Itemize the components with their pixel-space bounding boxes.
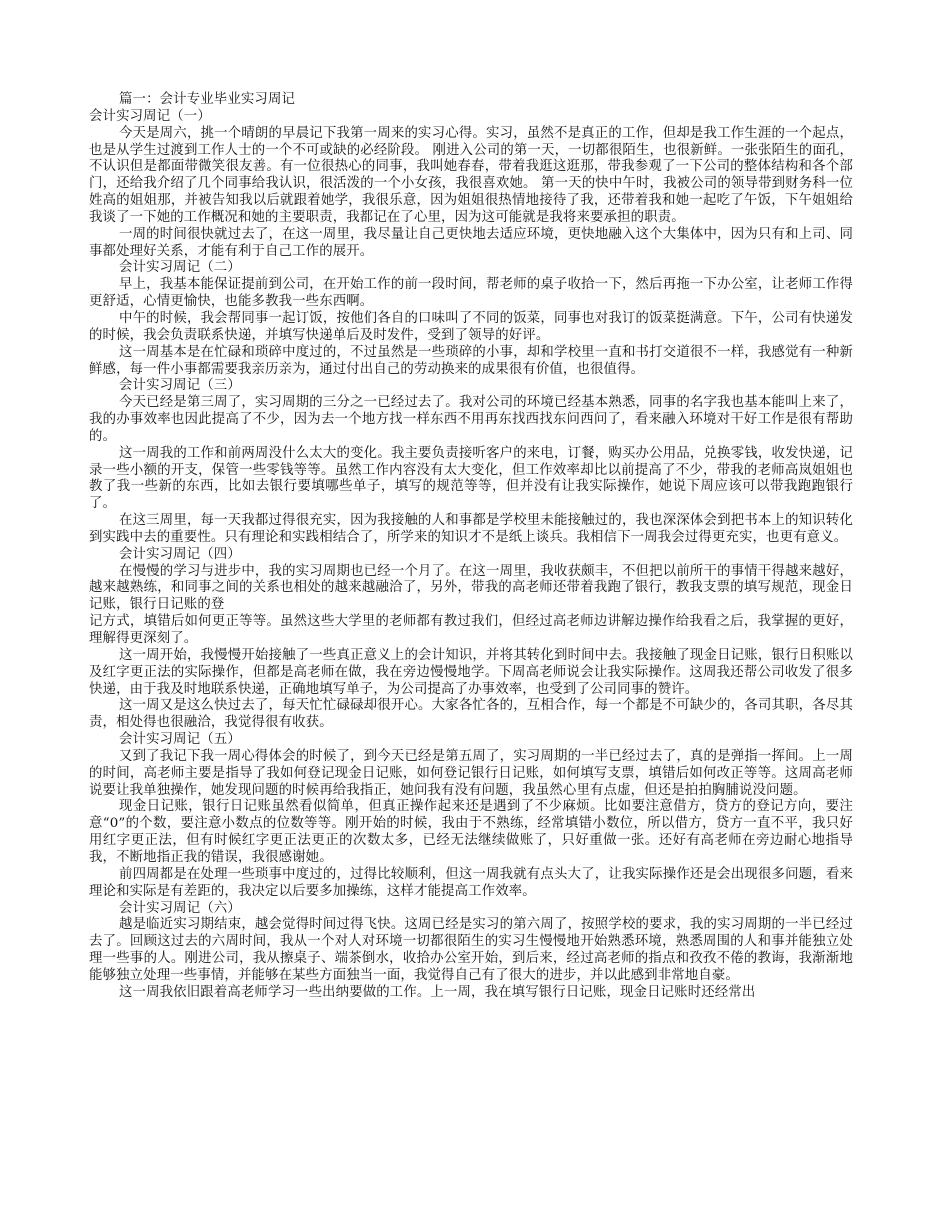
paragraph: 这一周基本是在忙碌和琐碎中度过的，不过虽然是一些琐碎的小事，却和学校里一直和书打交道很不一样，我感觉有一种新鲜感，每一件小事都需要我亲历亲为，通过付出自己的劳动换来的成果很有价值，也很值得。 (89, 344, 853, 377)
paragraph: 现金日记账，银行日记账虽然看似简单，但真正操作起来还是遇到了不少麻烦。比如要注意借方，贷方的登记方向，要注意“0”的个数，要注意小数点的位数等等。刚开始的时候，我由于不熟练，经常填错小数位，所以借方，贷方一直不平，我只好用红字更正法，但有时候红字更正法更正的次数太多，已经无法继续做账了，只好重做一张。还好有高老师在旁边耐心地指导我，不断地指正我的错误，我很感谢她。 (89, 799, 853, 865)
paragraph: 又到了我记下我一周心得体会的时候了，到今天已经是第五周了，实习周期的一半已经过去了，真的是弹指一挥间。上一周的时间，高老师主要是指导了我如何登记现金日记账，如何登记银行日记账，如何填写支票，填错后如何改正等等。这周高老师说要让我单独操作，她发现问题的时候再给我指正，她问我有没有问题，我虽然心里有点虚，但还是拍拍胸脯说没问题。 (89, 748, 853, 798)
paragraph: 一周的时间很快就过去了，在这一周里，我尽量让自己更快地去适应环境，更快地融入这个大集体中，因为只有和上司、同事都处理好关系，才能有利于自己工作的展开。 (89, 226, 853, 259)
section-heading: 会计实习周记（二） (119, 260, 241, 276)
paragraph: 今天已经是第三周了，实习周期的三分之一已经过去了。我对公司的环境已经基本熟悉，同事的名字我也基本能叫上来了，我的办事效率也因此提高了不少，因为去一个地方找一样东西不用再东找西找东问西问了，看来融入环境对干好工作是很有帮助的。 (89, 395, 853, 444)
document-page (89, 92, 853, 1002)
paragraph-continuation: 记方式，填错后如何更正等等。虽然这些大学里的老师都有教过我们，但经过高老师边讲解边操作给我看之后，我掌握的更好，理解得更深刻了。 (89, 614, 853, 646)
paragraph: 这一周我依旧跟着高老师学习一些出纳要做的工作。上一周，我在填写银行日记账，现金日记账时还经常出 (119, 984, 756, 1000)
paragraph: 这一周我的工作和前两周没什么太大的变化。我主要负责接听客户的来电，订餐，购买办公用品，兑换零钱，收发快递，记录一些小额的开支，保管一些零钱等等。虽然工作内容没有太大变化，但工作效率却比以前提高了不少，带我的老师高岚姐姐也教了我一些新的东西，比如去银行要填哪些单子，填写的规范等等，但并没有让我实际操作，她说下周应该可以带我跑跑银行了。 (89, 445, 853, 512)
paragraph: 越是临近实习期结束，越会觉得时间过得飞快。这周已经是实习的第六周了，按照学校的要求，我的实习周期的一半已经过去了。回顾这过去的六周时间，我从一个对人对环境一切都很陌生的实习生慢慢地开始熟悉环境，熟悉周围的人和事并能独立处理一些事的人。刚进公司，我从擦桌子、端茶倒水，收拾办公室开始，到后来，经过高老师的指点和孜孜不倦的教诲，我渐渐地能够独立处理一些事情，并能够在某些方面独当一面，我觉得自己有了很大的进步，并以此感到非常地自豪。 (89, 917, 853, 983)
section-heading: 会计实习周记（四） (119, 546, 241, 562)
paragraph: 在这三周里，每一天我都过得很充实，因为我接触的人和事都是学校里未能接触过的，我也深深体会到把书本上的知识转化到实践中去的重要性。只有理论和实践相结合了，所学来的知识才不是纸上谈兵。我相信下一周我会过得更充实，也更有意义。 (89, 513, 853, 545)
section-heading: 会计实习周记（六） (119, 900, 241, 916)
paragraph: 这一周又是这么快过去了，每天忙忙碌碌却很开心。大家各忙各的，互相合作，每一个都是不可缺少的，各司其职，各尽其责，相处得也很融洽，我觉得很有收获。 (89, 698, 853, 731)
section-heading: 会计实习周记（五） (119, 732, 241, 748)
section-heading: 会计实习周记（一） (89, 108, 211, 124)
document-title: 篇一：会计专业毕业实习周记 (119, 92, 296, 107)
paragraph: 这一周开始，我慢慢开始接触了一些真正意义上的会计知识，并将其转化到时间中去。我接触了现金日记账，银行日积账以及红字更正法的实际操作，但都是高老师在做，我在旁边慢慢地学。下周高老师说会让我实际操作。这周我还帮公司收发了很多快递，由于我及时地联系快递，正确地填写单子，为公司提高了办事效率，也受到了公司同事的赞许。 (89, 647, 853, 697)
paragraph: 在慢慢的学习与进步中，我的实习周期也已经一个月了。在这一周里，我收获颇丰，不但把以前所干的事情干得越来越好，越来越熟练，和同事之间的关系也相处的越来越融洽了，另外，带我的高老师还带着我跑了银行，教我支票的填写规范，现金日记账，银行日记账的登 (89, 563, 853, 613)
paragraph: 今天是周六，挑一个晴朗的早晨记下我第一周来的实习心得。实习，虽然不是真正的工作，但却是我工作生涯的一个起点，也是从学生过渡到工作人士的一个不可或缺的必经阶段。 刚进入公司的第一天，一切都很陌生，也很新鲜。一张张陌生的面孔，不认识但是都面带微笑很友善。有一位很热心的同事，我叫她春春，带着我逛这逛那，带我参观了一下公司的整体结构和各个部门，还给我介绍了几个同事给我认识，很活泼的一个小女孩，我很喜欢她。 第一天的快中午时，我被公司的领导带到财务科一位姓高的姐姐那，并被告知我以后就跟着她学，我很乐意，因为姐姐很热情地接待了我，还带着我和她一起吃了午饭，下午姐姐给我谈了一下她的工作概况和她的主要职责，我都记在了心里，因为这可能就是我将来要承担的职责。 (89, 125, 853, 225)
paragraph: 中午的时候，我会帮同事一起订饭，按他们各自的口味叫了不同的饭菜，同事也对我订的饭菜挺满意。下午，公司有快递发的时候，我会负责联系快递，并填写快递单后及时发件，受到了领导的好评。 (89, 310, 853, 343)
section-heading: 会计实习周记（三） (119, 378, 241, 394)
paragraph: 前四周都是在处理一些琐事中度过的，过得比较顺利，但这一周我就有点头大了，让我实际操作还是会出现很多问题，看来理论和实际是有差距的，我决定以后要多加操练，这样才能提高工作效率。 (89, 866, 853, 899)
paragraph: 早上，我基本能保证提前到公司，在开始工作的前一段时间，帮老师的桌子收拾一下，然后再拖一下办公室，让老师工作得更舒适，心情更愉快，也能多教我一些东西啊。 (89, 277, 853, 310)
